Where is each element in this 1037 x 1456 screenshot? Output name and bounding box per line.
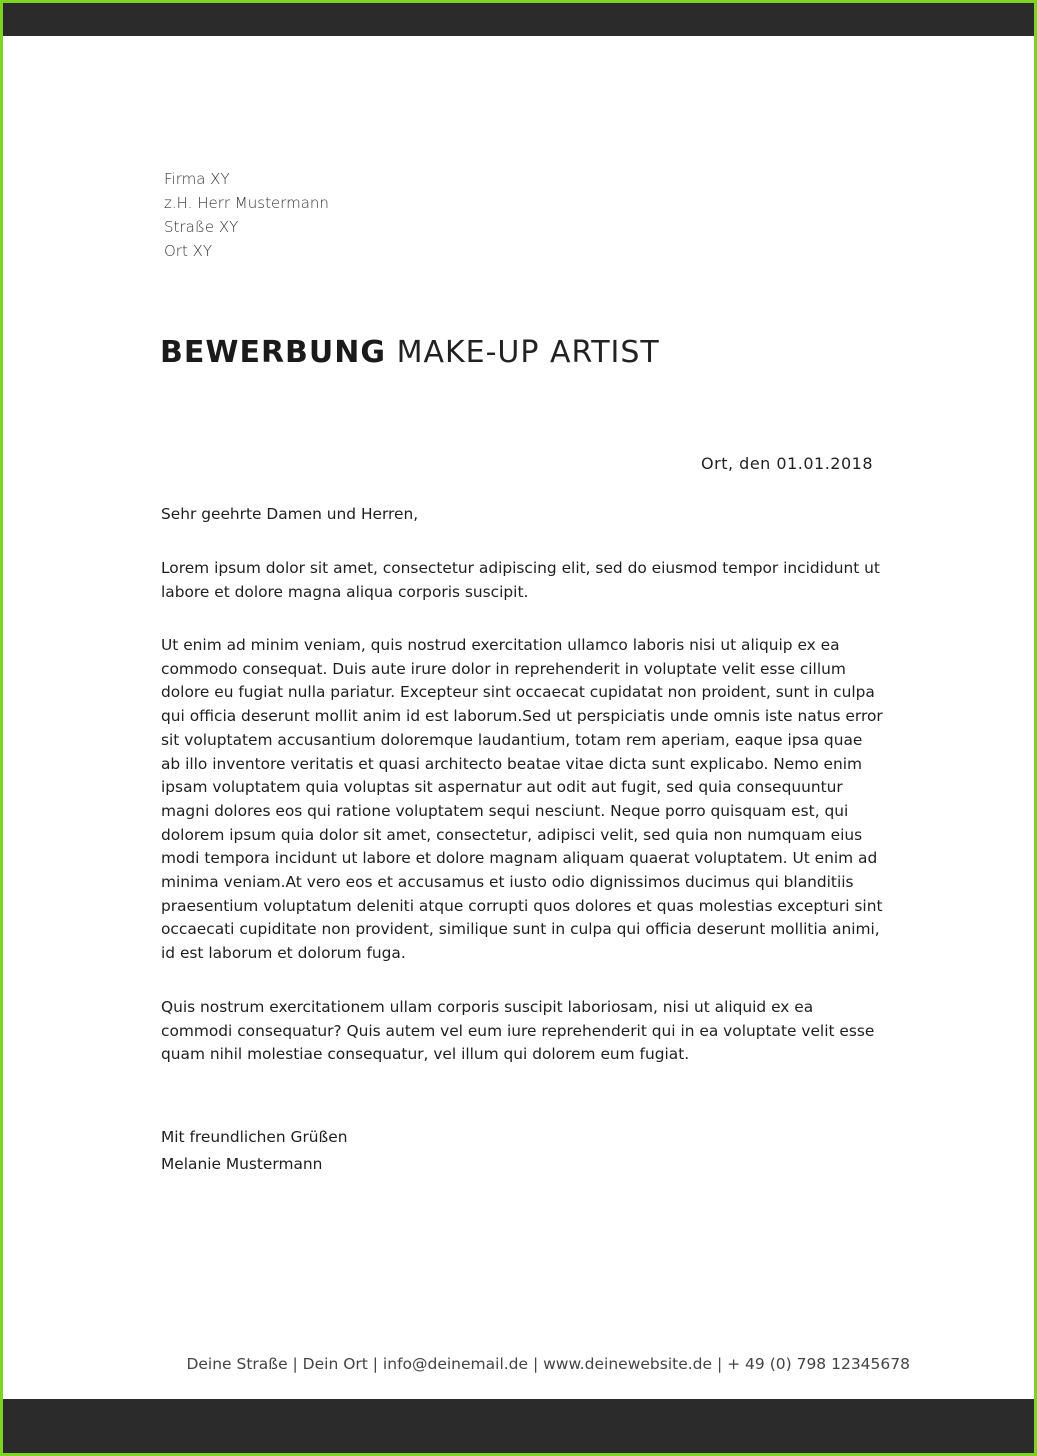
greeting: Sehr geehrte Damen und Herren, <box>161 505 419 523</box>
closing-salutation: Mit freundlichen Grüßen <box>161 1128 348 1146</box>
letter-page <box>3 3 1034 1453</box>
recipient-contact: z.H. Herr Mustermann <box>164 194 329 212</box>
footer-bar <box>3 1399 1034 1453</box>
recipient-company: Firma XY <box>164 170 230 188</box>
title-light: MAKE-UP ARTIST <box>396 335 660 370</box>
recipient-street: Straße XY <box>164 218 239 236</box>
signature-name: Melanie Mustermann <box>161 1155 323 1173</box>
paragraph-3: Quis nostrum exercitationem ullam corporis suscipit laboriosam, nisi ut aliquid ex ea commodi consequatur? Quis autem vel eum iure reprehenderit qui in ea voluptate velit esse quam nihil molestiae consequatur, vel illum qui dolorem eum fugiat. <box>161 998 875 1064</box>
title-bold: BEWERBUNG <box>160 335 387 370</box>
recipient-city: Ort XY <box>164 242 213 260</box>
header-bar <box>3 3 1034 36</box>
paragraph-2: Ut enim ad minim veniam, quis nostrud exercitation ullamco laboris nisi ut aliquip ex ea commodo consequat. Duis aute irure dolor in reprehenderit in voluptate velit esse cillum dolore eu fugiat nulla pariatur. Excepteur sint occaecat cupidatat non proident, sunt in culpa qui officia deserunt mollit anim id est laborum.Sed ut perspiciatis unde omnis iste natus error sit voluptatem accusantium doloremque laudantium, totam rem aperiam, eaque ipsa quae ab illo inventore veritatis et quasi architecto beatae vitae dicta sunt explicabo. Nemo enim ipsam voluptatem quia voluptas sit aspernatur aut odit aut fugit, sed quia consequuntur magni dolores eos qui ratione voluptatem sequi nesciunt. Neque porro quisquam est, qui dolorem ipsum quia dolor sit amet, consectetur, adipisci velit, sed quia non numquam eius modi tempora incidunt ut labore et dolore magnam aliquam quaerat voluptatem. Ut enim ad minima veniam.At vero eos et accusamus et iusto odio dignissimos ducimus qui blanditiis praesentium voluptatum deleniti atque corrupti quos dolores et quas molestias excepturi sint occaecati cupiditate non provident, similique sunt in culpa qui officia deserunt mollitia animi, id est laborum et dolorum fuga. <box>161 636 883 963</box>
paragraph-1: Lorem ipsum dolor sit amet, consectetur adipiscing elit, sed do eiusmod tempor incididunt ut labore et dolore magna aliqua corporis suscipit. <box>161 559 880 601</box>
letter-title <box>160 335 660 370</box>
footer-contact: Deine Straße | Dein Ort | info@deinemail.de | www.deinewebsite.de | + 49 (0) 798 12345678 <box>186 1355 910 1373</box>
recipient-address <box>164 167 329 263</box>
letter-date: Ort, den 01.01.2018 <box>701 454 873 473</box>
closing-block <box>161 1124 347 1178</box>
